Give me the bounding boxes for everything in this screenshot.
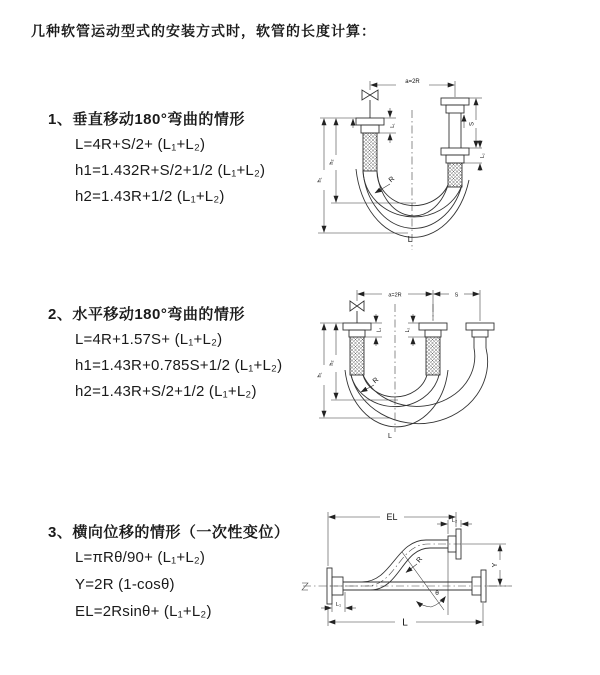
d1-valve-icon [362,90,378,118]
d2-right-fitting-moved [466,323,494,348]
d1-label-h1: h₁ [317,177,323,183]
d1-label-a2r: a=2R [405,79,420,85]
section1-formula-h2: h2=1.43R+1/2 (L₁+L₂) [75,188,225,205]
d1-right-fitting-upper [441,98,469,113]
section1-formula-h1: h1=1.432R+S/2+1/2 (L₁+L₂) [75,162,266,179]
d1-dimension-h1 [317,118,408,233]
d2-hose-arcs [345,348,488,427]
d1-dimension-a2r [370,79,455,97]
d1-dimension-l2 [462,140,486,171]
d3-label-l: L [402,617,408,629]
d3-break-mark [302,583,308,590]
section1-heading: 1、垂直移动180°弯曲的情形 [48,111,245,128]
d3-angle-construction [402,552,448,615]
d3-centerline [302,583,512,590]
section2-formula-h2: h2=1.43R+S/2+1/2 (L₁+L₂) [75,383,257,400]
d2-label-r: R [371,376,381,386]
d2-label-l2: L₂ [405,327,411,333]
d2-label-l: L [388,433,392,440]
d2-label-h1: h₁ [317,372,323,378]
section1-formula-L: L=4R+S/2+ (L₁+L₂) [75,136,206,153]
d2-valve-icon [350,301,364,323]
d1-label-s: S [469,121,476,127]
section2-formula-h1: h1=1.43R+0.785S+1/2 (L₁+L₂) [75,357,283,374]
section3-formula-L: L=πRθ/90+ (L₁+L₂) [75,549,206,566]
d2-label-l1: L₁ [376,327,383,333]
d1-label-l: L [407,235,413,244]
section3-formula-Y: Y=2R (1-cosθ) [75,576,175,593]
d2-label-s: S [454,292,459,299]
d1-right-fitting-lower [441,148,469,163]
d1-label-l2: L₂ [480,153,486,158]
section3-heading: 3、横向位移的情形（一次性变位） [48,524,290,541]
d3-label-r: R [415,555,425,565]
section3-formula-EL: EL=2Rsinθ+ (L₁+L₂) [75,603,212,620]
section2-formula-L: L=4R+1.57S+ (L₁+L₂) [75,331,223,348]
d1-label-l1: L₁ [390,123,396,128]
d2-label-a2r: a=2R [388,292,402,299]
d3-dimension-y [462,544,506,586]
section2-heading: 2、水平移动180°弯曲的情形 [48,306,245,323]
d2-label-h2: h₂ [329,360,335,366]
diagram3-lateral-displacement [300,500,600,675]
d3-displaced-hose [330,540,464,590]
d2-dimension-s [434,290,480,321]
d3-label-l1: L₁ [336,602,341,608]
d3-label-l2: L₂ [451,518,458,524]
d3-label-el: EL [386,512,398,522]
d3-dimension-l [328,603,483,629]
d1-label-h2: h₂ [329,159,335,165]
d2-left-fitting [343,323,371,375]
diagram2-horizontal-180-bend [310,280,600,460]
d3-label-y: Y [492,562,499,568]
d3-label-theta: θ [435,590,439,597]
d3-dimension-el [328,512,456,566]
d1-dimension-l1 [379,108,396,143]
d3-dimension-l2 [437,518,472,534]
d1-right-braided-section [448,163,462,187]
d2-radius-callout [361,377,380,392]
d1-label-r: R [387,175,397,185]
d1-left-fitting [356,118,384,133]
d1-left-braided-section [363,133,377,171]
d2-middle-fitting [419,323,447,375]
diagram1-vertical-180-bend [310,70,600,265]
d1-right-pipe [449,113,461,148]
page-title: 几种软管运动型式的安装方式时，软管的长度计算： [31,23,376,39]
